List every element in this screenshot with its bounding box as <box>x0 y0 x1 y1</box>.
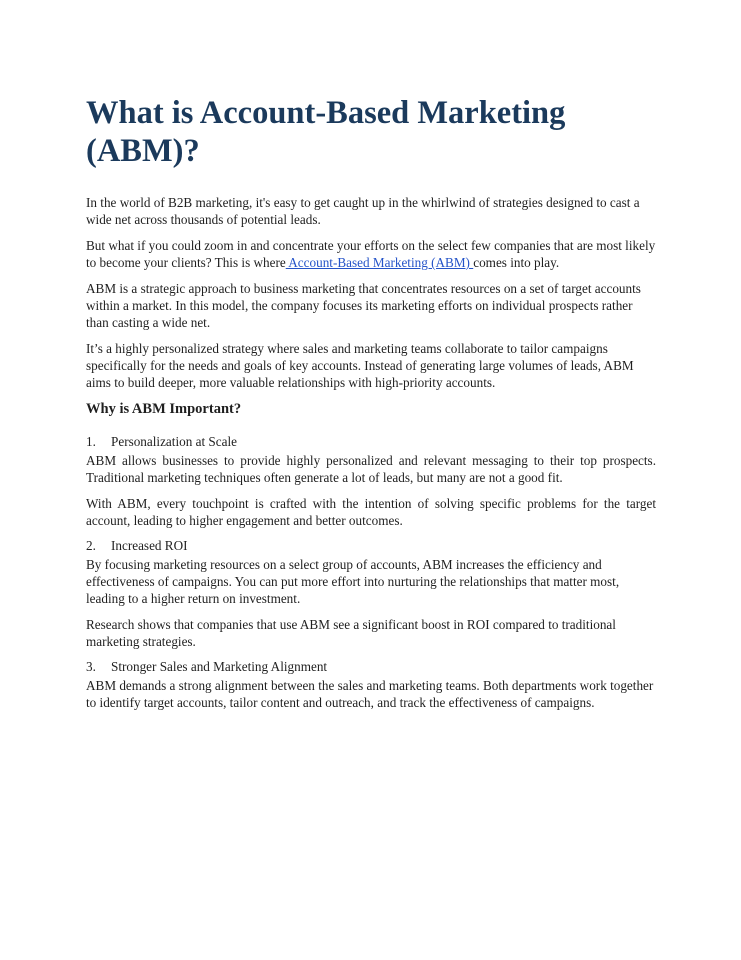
list-item-3-number: 3. <box>86 659 96 674</box>
list-item-2-heading <box>86 537 656 554</box>
section-heading: Why is ABM Important? <box>86 401 242 417</box>
list-item-1-paragraph-2: With ABM, every touchpoint is crafted with the intention of solving specific problems for the target account, leading to higher engagement and better outcomes. <box>86 496 656 528</box>
intro-paragraph-4: It’s a highly personalized strategy where sales and marketing teams collaborate to tailor campaigns specifically for the needs and goals of key accounts. Instead of generating large volumes of leads, ABM aims to build deeper, more valuable relationships with high-priority accounts. <box>86 341 634 390</box>
intro-paragraph-1: In the world of B2B marketing, it's easy to get caught up in the whirlwind of strategies designed to cast a wide net across thousands of potential leads. <box>86 195 640 227</box>
list-item-3-title: Stronger Sales and Marketing Alignment <box>111 659 328 674</box>
intro-paragraph-2-end: comes into play. <box>473 255 560 270</box>
list-item-3-paragraph-1: ABM demands a strong alignment between the sales and marketing teams. Both departments work together to identify target accounts, tailor content and outreach, and track the effectiveness of campaigns. <box>86 678 654 710</box>
list-item-2-paragraph-2: Research shows that companies that use ABM see a significant boost in ROI compared to traditional marketing strategies. <box>86 617 616 649</box>
list-item-3-heading <box>86 658 656 675</box>
intro-paragraph-2-start: But what if you could zoom in and concentrate your efforts on the select few companies that are most likely to become your clients? This is where <box>86 238 656 270</box>
list-item-1-heading <box>86 433 656 450</box>
document-page <box>86 94 656 720</box>
list-item-1-paragraph-1: ABM allows businesses to provide highly personalized and relevant messaging to their top prospects. Traditional marketing techniques often generate a lot of leads, but many are not a good fit. <box>86 453 656 485</box>
list-item-2-number: 2. <box>86 538 96 553</box>
list-item-2-paragraph-1: By focusing marketing resources on a select group of accounts, ABM increases the efficiency and effectiveness of campaigns. You can put more effort into nurturing the relationships that matter most, leading to a higher return on investment. <box>86 557 620 606</box>
intro-paragraph-2 <box>86 237 656 271</box>
intro-paragraph-3: ABM is a strategic approach to business marketing that concentrates resources on a set of target accounts within a market. In this model, the company focuses its marketing efforts on individual prospects rather than casting a wide net. <box>86 281 641 330</box>
abm-link[interactable]: Account-Based Marketing (ABM) <box>285 255 474 270</box>
list-item-1-title: Personalization at Scale <box>111 434 237 449</box>
list-item-2-title: Increased ROI <box>111 538 188 553</box>
list-item-1-number: 1. <box>86 434 96 449</box>
page-title: What is Account-Based Marketing (ABM)? <box>86 95 566 169</box>
